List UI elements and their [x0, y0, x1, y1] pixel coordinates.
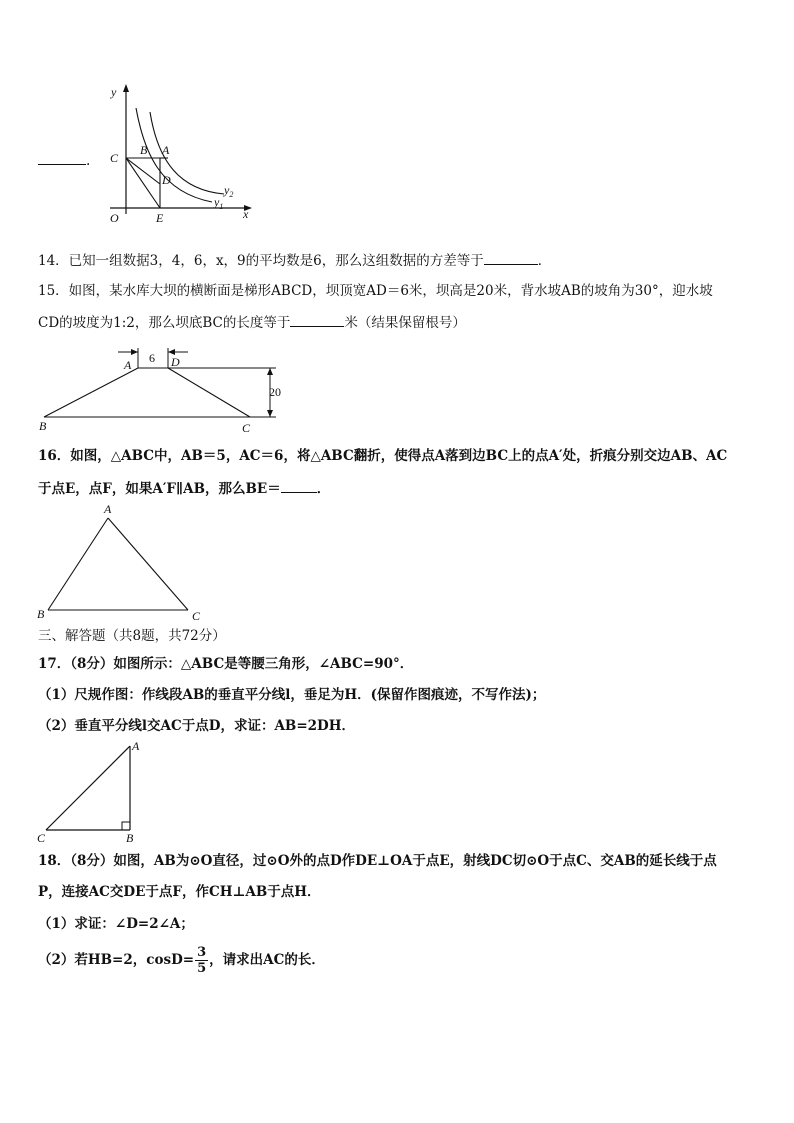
q13-label-E: E [156, 211, 164, 225]
q16-line2-end: ． [316, 481, 331, 497]
q18-line1: 18．（8分）如图，AB为⊙O直径，过⊙O外的点D作DE⊥OA于点E，射线DC切⊙O于点C、交AB的延长线于点 [38, 853, 717, 869]
q18-line3: （1）求证：∠D=2∠A； [38, 916, 194, 932]
q13-blank-suffix: . [86, 153, 91, 169]
q15-line1: 15．如图，某水库大坝的横断面是梯形ABCD，坝顶宽AD＝6米，坝高是20米，背水坡AB的坡角为30°，迎水坡 [38, 283, 713, 299]
q17-label-B: B [126, 831, 134, 845]
q16-label-B: B [37, 607, 45, 621]
q15-line2 [38, 312, 466, 332]
q17-figure [34, 738, 154, 846]
q13-label-B: B [140, 143, 148, 157]
q15-label-C: C [242, 421, 251, 435]
q17-line1: 17．（8分）如图所示：△ABC是等腰三角形，∠ABC=90°． [38, 656, 414, 672]
q15-label-D: D [171, 355, 180, 369]
q13-label-A: A [162, 143, 170, 157]
q18-frac-num: 3 [197, 945, 207, 960]
q16-seg-AC [108, 518, 188, 610]
q15-line2-end: 米（结果保留根号） [344, 315, 466, 331]
q14-text: 14．已知一组数据3，4，6，x，9的平均数是6，那么这组数据的方差等于 [38, 253, 484, 269]
q18-frac-den: 5 [197, 961, 207, 976]
q18-line4-end: ，请求出AC的长． [209, 952, 325, 968]
q13-label-C: C [110, 151, 119, 165]
q15-arrowhead-top [267, 368, 273, 375]
q15-figure [36, 344, 296, 436]
q17-seg-CA [46, 746, 130, 830]
q15-arrowhead-left [131, 349, 138, 355]
q13-label-D: D [162, 173, 171, 187]
section3-title: 三、解答题（共8题，共72分） [38, 628, 226, 644]
q16-line2-start: 于点E，点F，如果A′F∥AB，那么BE＝ [38, 481, 281, 497]
q15-arrowhead-bottom [267, 410, 273, 417]
q13-label-y1: $y_1$ [214, 195, 224, 211]
q13-label-x: x [243, 207, 249, 221]
q15-seg-DC [168, 368, 250, 417]
q13-label-y2: $y_2$ [224, 183, 234, 199]
q13-seg-CD [126, 158, 160, 184]
q13-seg-CE [126, 158, 160, 208]
q13-label-O: O [110, 211, 119, 225]
q13-curve-y1 [136, 108, 212, 202]
q17-line3: （2）垂直平分线l交AC于点D，求证：AB=2DH． [38, 718, 355, 734]
q17-label-A: A [132, 739, 140, 753]
q17-label-C: C [37, 831, 46, 845]
q15-seg-AB [44, 368, 138, 417]
q18-line4-start: （2）若HB=2，cosD= [38, 952, 195, 968]
q16-line1: 16．如图，△ABC中，AB＝5，AC＝6，将△ABC翻折，使得点A落到边BC上的点A′处，折痕分别交边AB、AC [38, 448, 728, 464]
q18-line2: P，连接AC交DE于点F，作CH⊥AB于点H． [38, 884, 321, 900]
q15-label-height: 20 [269, 385, 281, 399]
q16-label-C: C [192, 609, 201, 623]
q15-label-B: B [39, 419, 47, 433]
q15-line2-start: CD的坡度为1:2，那么坝底BC的长度等于 [38, 315, 291, 331]
q13-y-arrow [123, 84, 129, 92]
q15-label-width: 6 [149, 351, 155, 365]
q14-line [38, 250, 551, 270]
q13-figure [100, 82, 260, 232]
q16-label-A: A [104, 502, 112, 516]
q18-line4 [38, 942, 325, 978]
q17-right-angle-mark [122, 822, 130, 830]
q17-line2: （1）尺规作图：作线段AB的垂直平分线l，垂足为H．(保留作图痕迹，不写作法)； [38, 687, 546, 703]
q13-label-y: y [111, 85, 117, 99]
q16-seg-AB [48, 518, 108, 610]
q16-line2 [38, 478, 330, 498]
q16-figure [34, 500, 214, 624]
q18-fraction [195, 945, 208, 976]
q13-answer-blank [38, 150, 90, 170]
q15-label-A: A [124, 358, 132, 372]
q14-end: ． [537, 253, 552, 269]
